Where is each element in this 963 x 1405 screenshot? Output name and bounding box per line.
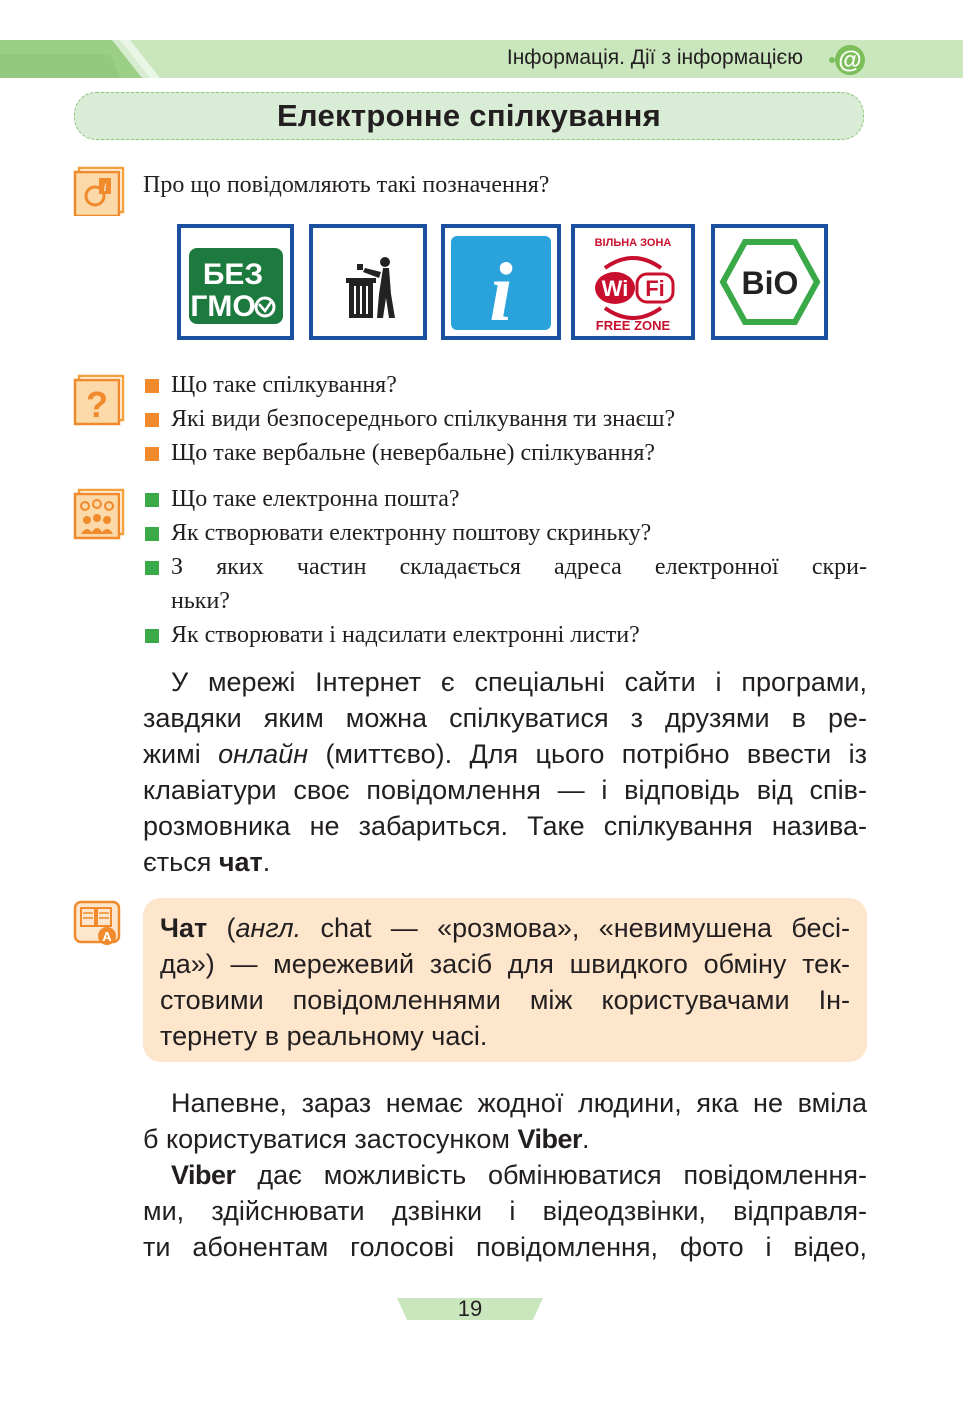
questions-list (143, 368, 675, 470)
bullet-square (145, 379, 159, 393)
bio-hexagon-icon (715, 228, 824, 336)
question-icon (73, 374, 125, 426)
paragraph-viber-intro: Напевне, зараз немає жодної людини, яка не вміла б користуватися застосунком Viber. (143, 1088, 867, 1154)
bullet-square (145, 527, 159, 541)
section-title: Електронне спілкування (74, 92, 864, 140)
list-item: Як створювати електронну поштову скриньку? (143, 516, 867, 550)
chapter-title: Інформація. Дії з інформацією (506, 46, 803, 69)
dictionary-icon (73, 898, 125, 950)
svg-text:A: A (102, 929, 112, 944)
list-item: Що таке спілкування? (143, 368, 675, 402)
svg-text:@: @ (838, 47, 862, 74)
svg-text:i: i (489, 246, 513, 336)
prompt-text: Про що повідомляють такі позначення? (143, 172, 550, 198)
svg-text:Wi: Wi (601, 276, 629, 301)
svg-text:Fi: Fi (645, 276, 665, 301)
page-number: 19 (457, 1296, 483, 1321)
svg-text:ВІЛЬНА ЗОНА: ВІЛЬНА ЗОНА (594, 237, 672, 249)
at-icon (828, 44, 868, 76)
svg-text:БЕЗ: БЕЗ (202, 258, 264, 291)
list-item: Що таке вербальне (невербальне) спілкування? (143, 436, 675, 470)
bullet-square (145, 413, 159, 427)
list-item: Як створювати і надсилати електронні листи? (143, 618, 867, 652)
list-item: Які види безпосереднього спілкування ти знаєш? (143, 402, 675, 436)
definition-text: Чат (англ. chat — «розмова», «невимушена бесі- да») — мережевий засіб для швидкого обміну тек- стовими повідомленнями між користувачами Ін- тернету в реальному часі. (160, 913, 851, 1051)
svg-text:?: ? (86, 384, 108, 425)
paragraph-chat-intro: У мережі Інтернет є спеціальні сайти і програми, завдяки яким можна спілкуватися з друзями в ре- жимі онлайн (миттєво). Для цього потрібно ввести із клавіатури своє повідомлення — і відповідь від спів- розмовника не забариться. Таке спілкування назива- ється чат. (143, 667, 867, 877)
information-sign (441, 224, 561, 340)
list-item: З яких частин складається адреса електронної скри- (143, 550, 867, 584)
svg-text:i: i (103, 180, 107, 194)
info-icon (445, 228, 557, 336)
bio-sign (711, 224, 828, 340)
topics-list (143, 482, 867, 652)
definition-box (143, 898, 867, 1062)
svg-text:FREE ZONE: FREE ZONE (595, 318, 671, 333)
info-hand-icon (73, 164, 125, 216)
trash-bin-icon (313, 228, 423, 336)
wifi-icon (575, 228, 691, 336)
list-item: Що таке електронна пошта? (143, 482, 867, 516)
bullet-square (145, 447, 159, 461)
svg-text:ГМО: ГМО (190, 290, 256, 323)
no-gmo-sign (177, 224, 294, 340)
list-item-continuation: ньки? (171, 588, 230, 614)
trash-bin-sign (309, 224, 427, 340)
bullet-square (145, 629, 159, 643)
header-band (0, 40, 963, 78)
wifi-free-zone-sign (571, 224, 695, 340)
people-ideas-icon (73, 488, 125, 540)
svg-text:BiO: BiO (741, 265, 799, 301)
bullet-square (145, 561, 159, 575)
paragraph-viber-features: Viber дає можливість обмінюватися повідомлення- ми, здійснювати дзвінки і відеодзвінки, відправля- ти абонентам голосові повідомлення, фото і відео, (143, 1160, 867, 1262)
bullet-square (145, 493, 159, 507)
